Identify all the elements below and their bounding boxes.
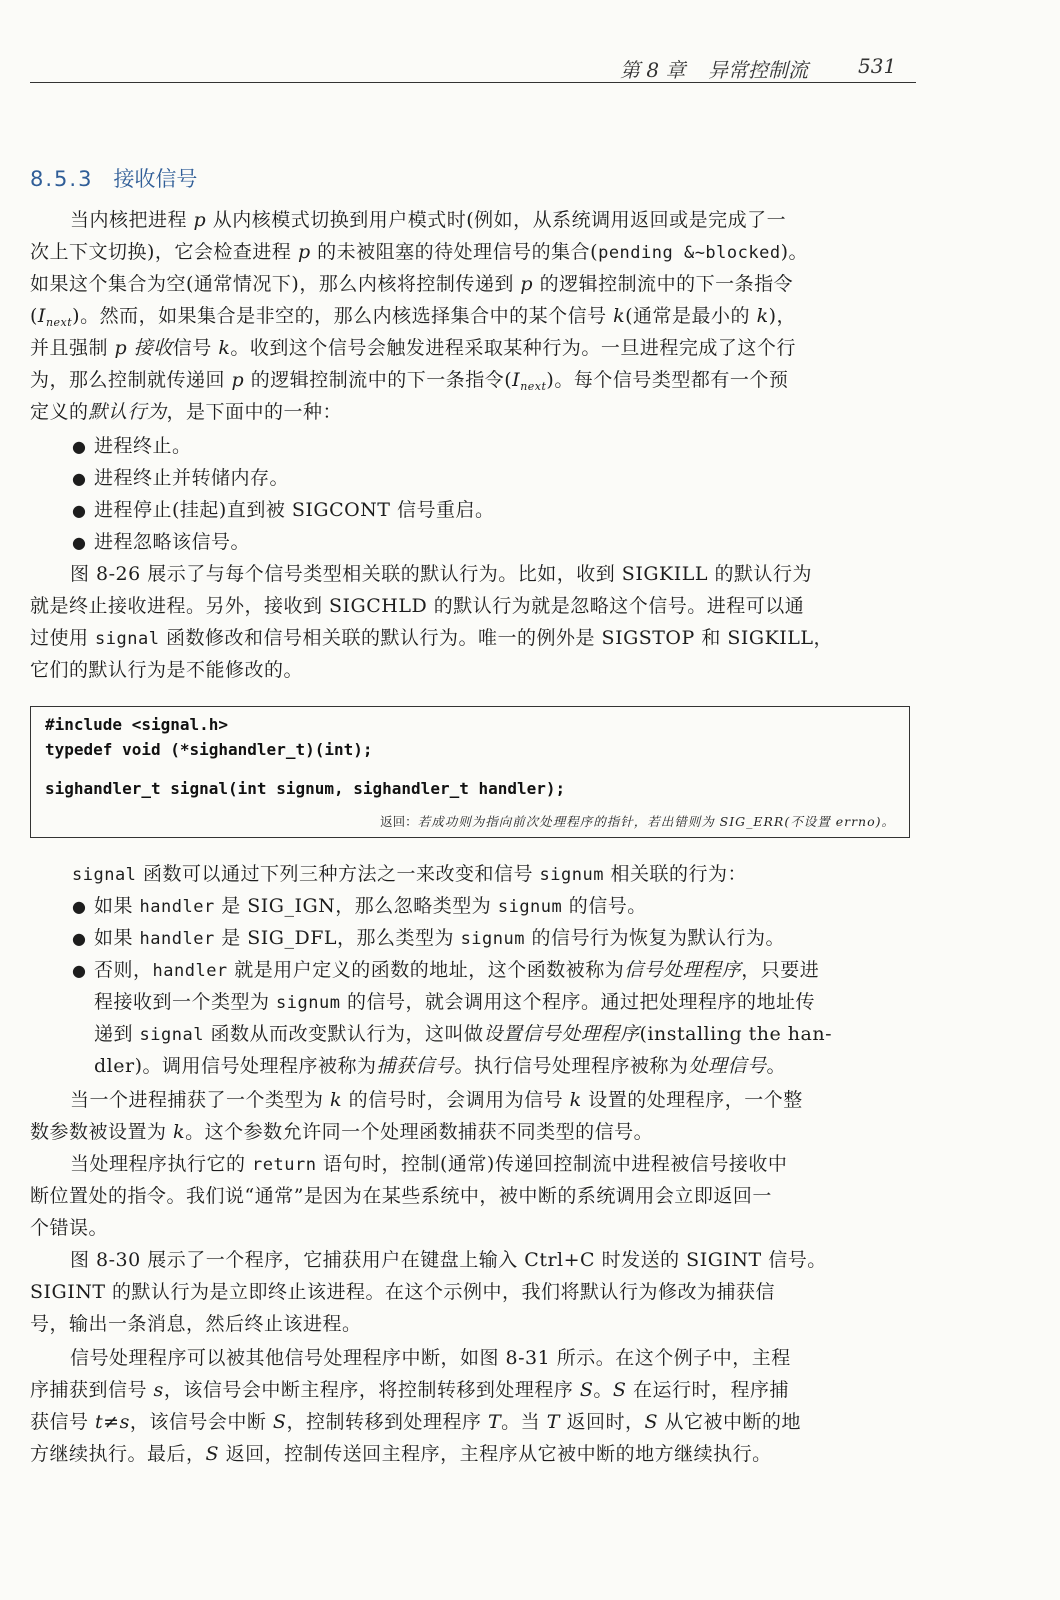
section-heading (30, 163, 197, 193)
signal-prototype-box (30, 706, 910, 838)
method-item-handler-line1: 否则，handler 就是用户定义的函数的地址，这个函数被称为信号处理程序，只要进 (94, 959, 820, 981)
para2-line2: 就是终止接收进程。另外，接收到 SIGCHLD 的默认行为就是忽略这个信号。进程可以通 (30, 595, 805, 617)
para1-line2: 次上下文切换)，它会检查进程 p 的未被阻塞的待处理信号的集合(pending &~blocked)。 (30, 241, 808, 263)
bullet-icon: ● (72, 501, 86, 520)
chapter-title: 异常控制流 (708, 58, 808, 82)
para4-line1: 当一个进程捕获了一个类型为 k 的信号时，会调用为信号 k 设置的处理程序，一个整 (70, 1089, 803, 1111)
para1-line4: $(I_{next})$。然而，如果集合是非空的，那么内核选择集合中的某个信号 k(通常是最小的 k)， (30, 305, 797, 329)
return-value-note: 返回：若成功则为指向前次处理程序的指针，若出错则为 SIG_ERR(不设置 errno)。 (380, 814, 895, 829)
para2-line3: 过使用 signal 函数修改和信号相关联的默认行为。唯一的例外是 SIGSTOP 和 SIGKILL， (30, 627, 834, 649)
method-item-handler-line2: 程接收到一个类型为 signum 的信号，就会调用这个程序。通过把处理程序的地址传 (94, 991, 816, 1013)
para1-line6: 为，那么控制就传递回 p 的逻辑控制流中的下一条指令$(I_{next})$。每个信号类型都有一个预 (30, 369, 789, 393)
page-number: 531 (858, 54, 897, 78)
code-line-signal-prototype: sighandler_t signal(int signum, sighandler_t handler); (45, 779, 566, 798)
bullet-icon: ● (72, 929, 86, 948)
para7-line2: 序捕获到信号 s，该信号会中断主程序，将控制转移到处理程序 S。S 在运行时，程序捕 (30, 1379, 789, 1401)
para5-line3: 个错误。 (30, 1217, 109, 1239)
code-line-include: #include <signal.h> (45, 715, 229, 734)
para4-line2: 数参数被设置为 k。这个参数允许同一个处理函数捕获不同类型的信号。 (30, 1121, 654, 1143)
running-head (620, 54, 920, 84)
para2-line4: 它们的默认行为是不能修改的。 (30, 659, 304, 681)
section-number: 8.5.3 (30, 167, 94, 191)
para7-line4: 方继续执行。最后，S 返回，控制传送回主程序，主程序从它被中断的地方继续执行。 (30, 1443, 772, 1465)
para1-line3: 如果这个集合为空(通常情况下)，那么内核将控制传递到 p 的逻辑控制流中的下一条指令 (30, 273, 794, 295)
default-action-item: 进程终止。 (94, 435, 192, 457)
bullet-icon: ● (72, 533, 86, 552)
method-item-handler-line3: 递到 signal 函数从而改变默认行为，这叫做设置信号处理程序(installing the han- (94, 1023, 833, 1045)
bullet-icon: ● (72, 437, 86, 456)
section-title: 接收信号 (113, 167, 198, 191)
para7-line3: 获信号 t≠s，该信号会中断 S，控制转移到处理程序 T。当 T 返回时，S 从它被中断的地 (30, 1411, 802, 1433)
default-action-item: 进程终止并转储内存。 (94, 467, 290, 489)
para6-line3: 号，输出一条消息，然后终止该进程。 (30, 1313, 362, 1335)
para5-line2: 断位置处的指令。我们说“通常”是因为在某些系统中，被中断的系统调用会立即返回一 (30, 1185, 772, 1207)
para1-line5: 并且强制 p 接收信号 k。收到这个信号会触发进程采取某种行为。一旦进程完成了这个行 (30, 337, 796, 359)
default-action-item: 进程停止(挂起)直到被 SIGCONT 信号重启。 (94, 499, 495, 521)
para7-line1: 信号处理程序可以被其他信号处理程序中断，如图 8-31 所示。在这个例子中，主程 (70, 1347, 791, 1369)
method-item-default: 如果 handler 是 SIG_DFL，那么类型为 signum 的信号行为恢复为默认行为。 (94, 927, 786, 949)
bullet-icon: ● (72, 469, 86, 488)
para6-line2: SIGINT 的默认行为是立即终止该进程。在这个示例中，我们将默认行为修改为捕获信 (30, 1281, 776, 1303)
para2-line1: 图 8-26 展示了与每个信号类型相关联的默认行为。比如，收到 SIGKILL 的默认行为 (70, 563, 812, 585)
bullet-icon: ● (72, 897, 86, 916)
para5-line1: 当处理程序执行它的 return 语句时，控制(通常)传递回控制流中进程被信号接收中 (70, 1153, 788, 1175)
method-item-ignore: 如果 handler 是 SIG_IGN，那么忽略类型为 signum 的信号。 (94, 895, 647, 917)
para1-line7: 定义的默认行为，是下面中的一种： (30, 401, 343, 423)
method-item-handler-line4: dler)。调用信号处理程序被称为捕获信号。执行信号处理程序被称为处理信号。 (94, 1055, 787, 1077)
default-action-item: 进程忽略该信号。 (94, 531, 251, 553)
header-rule (30, 82, 916, 83)
para6-line1: 图 8-30 展示了一个程序，它捕获用户在键盘上输入 Ctrl+C 时发送的 SIGINT 信号。 (70, 1249, 827, 1271)
bullet-icon: ● (72, 961, 86, 980)
chapter-number: 第 8 章 (620, 58, 686, 82)
para3-line1: signal 函数可以通过下列三种方法之一来改变和信号 signum 相关联的行为： (72, 863, 747, 885)
code-line-typedef: typedef void (*sighandler_t)(int); (45, 740, 373, 759)
para1-line1: 当内核把进程 p 从内核模式切换到用户模式时(例如，从系统调用返回或是完成了一 (70, 209, 787, 231)
